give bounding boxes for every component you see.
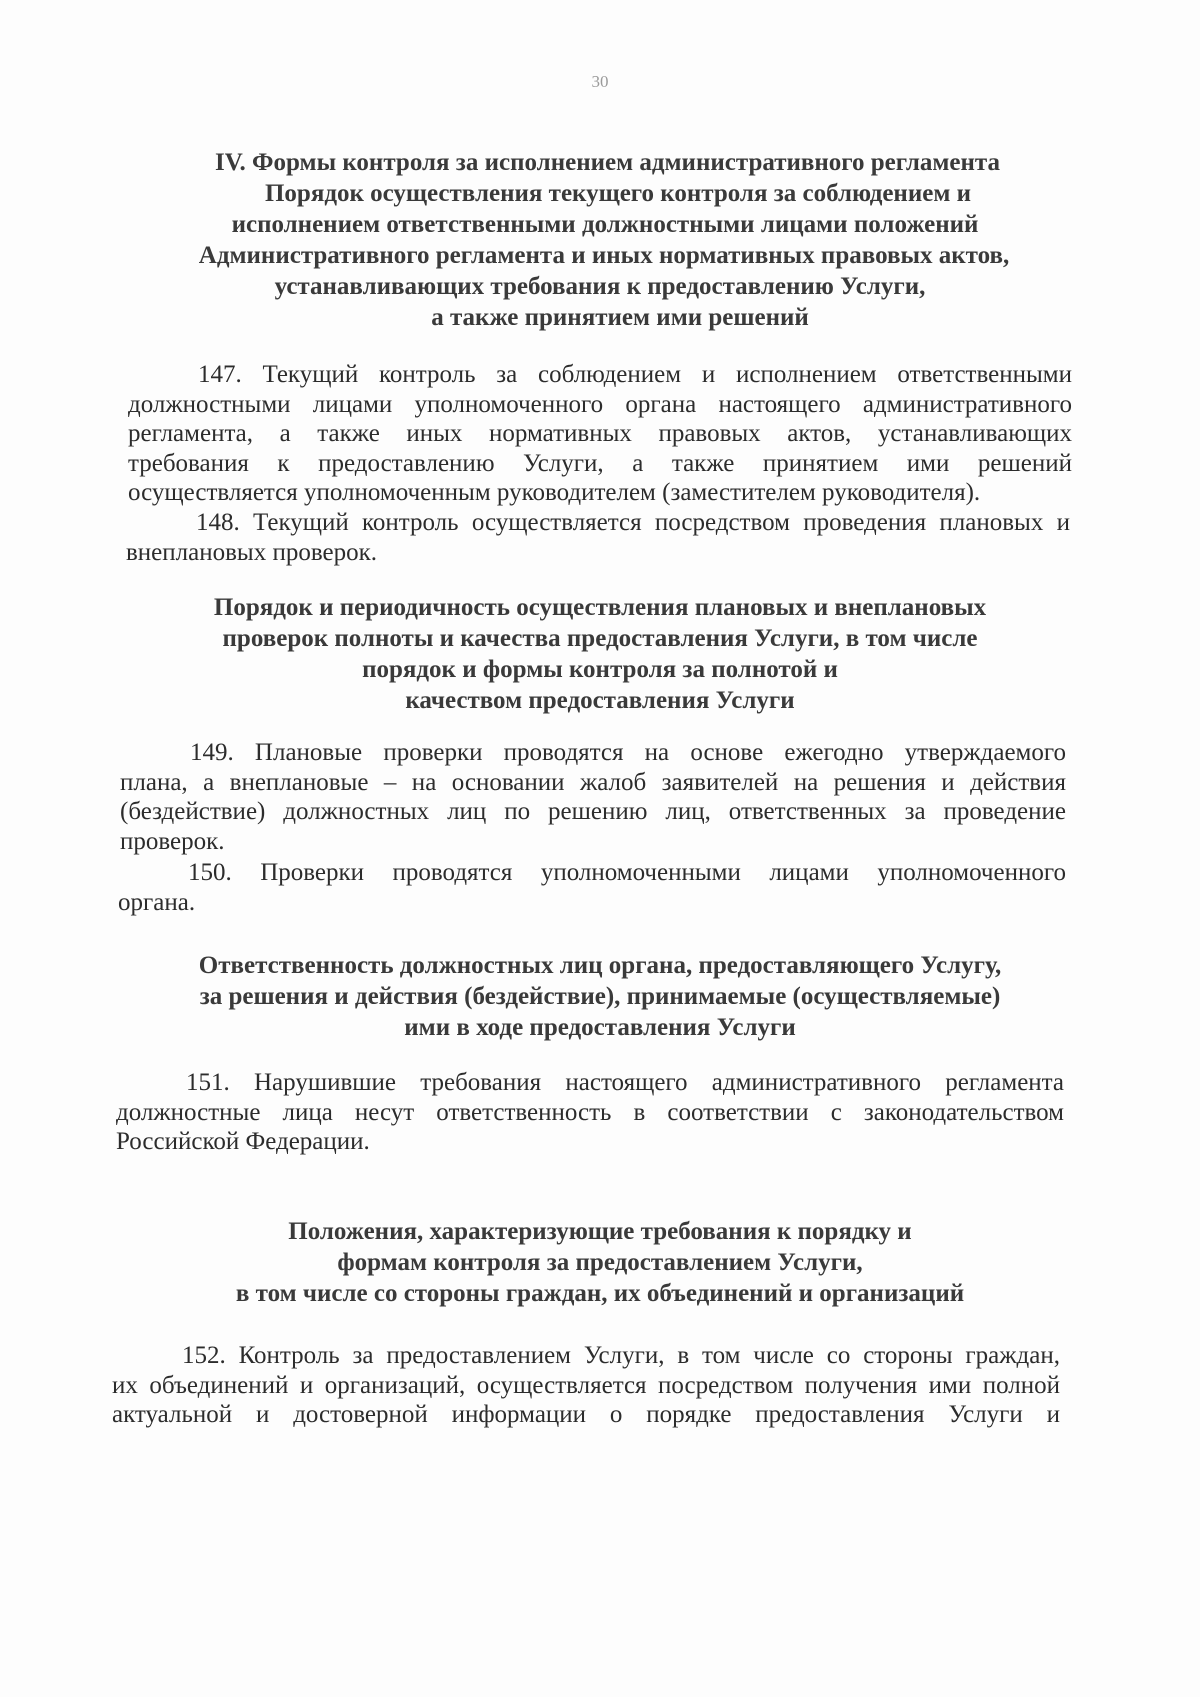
paragraph-150 bbox=[118, 858, 1066, 917]
heading-line: Порядок и периодичность осуществления плановых и внеплановых bbox=[213, 594, 987, 621]
heading-control-provisions bbox=[140, 1216, 1060, 1309]
heading-responsibility bbox=[140, 950, 1060, 1043]
paragraph-line: должностные лица несут ответственность в соответствии с законодательством bbox=[116, 1098, 1064, 1126]
paragraph-line: их объединений и организаций, осуществляется посредством получения ими полной bbox=[112, 1371, 1060, 1399]
paragraph-line: проверок. bbox=[120, 827, 225, 855]
heading-line: Ответственность должностных лиц органа, предоставляющего Услугу, bbox=[198, 952, 1002, 979]
heading-line: исполнением ответственными должностными лицами положений bbox=[231, 211, 979, 238]
heading-line: порядок и формы контроля за полнотой и bbox=[362, 656, 838, 683]
heading-line: за решения и действия (бездействие), принимаемые (осуществляемые) bbox=[199, 983, 1001, 1010]
page-number: 30 bbox=[591, 72, 609, 91]
paragraph-line: 150. Проверки проводятся уполномоченными лицами уполномоченного bbox=[188, 859, 1066, 886]
heading-line: в том числе со стороны граждан, их объединений и организаций bbox=[235, 1280, 965, 1307]
paragraph-line: 152. Контроль за предоставлением Услуги, в том числе со стороны граждан, bbox=[182, 1342, 1060, 1369]
paragraph-line: 149. Плановые проверки проводятся на основе ежегодно утверждаемого bbox=[190, 739, 1066, 766]
paragraph-line: осуществляется уполномоченным руководителем (заместителем руководителя). bbox=[128, 479, 981, 506]
heading-line: IV. Формы контроля за исполнением административного регламента bbox=[215, 149, 1000, 176]
paragraph-line: плана, а внеплановые – на основании жалоб заявителей на решения и действия bbox=[120, 768, 1066, 796]
paragraph-line: 148. Текущий контроль осуществляется посредством проведения плановых и bbox=[196, 509, 1070, 536]
section-iv-heading bbox=[150, 147, 1050, 333]
paragraph-148 bbox=[126, 508, 1070, 567]
heading-line: устанавливающих требования к предоставлению Услуги, bbox=[274, 273, 926, 300]
paragraph-line: 151. Нарушившие требования настоящего административного регламента bbox=[186, 1069, 1064, 1096]
paragraph-line: регламента, а также иных нормативных правовых актов, устанавливающих bbox=[128, 420, 1072, 447]
heading-line: проверок полноты и качества предоставления Услуги, в том числе bbox=[222, 625, 978, 652]
paragraph-149 bbox=[120, 738, 1066, 856]
heading-line: Положения, характеризующие требования к порядку и bbox=[288, 1218, 912, 1245]
paragraph-line: внеплановых проверок. bbox=[126, 538, 377, 566]
paragraph-line: должностными лицами уполномоченного органа настоящего административного bbox=[128, 390, 1072, 418]
paragraph-line: 147. Текущий контроль за соблюдением и исполнением ответственными bbox=[198, 361, 1072, 388]
paragraph-line: актуальной и достоверной информации о порядке предоставления Услуги и bbox=[112, 1401, 1060, 1428]
paragraph-line: требования к предоставлению Услуги, а также принятием ими решений bbox=[128, 449, 1072, 477]
paragraph-151 bbox=[116, 1068, 1064, 1157]
heading-line: качеством предоставления Услуги bbox=[405, 687, 795, 714]
heading-line: ими в ходе предоставления Услуги bbox=[404, 1014, 796, 1041]
paragraph-line: органа. bbox=[118, 888, 196, 916]
heading-inspections bbox=[150, 592, 1050, 716]
heading-line: Порядок осуществления текущего контроля за соблюдением и bbox=[264, 180, 972, 207]
heading-line: Административного регламента и иных нормативных правовых актов, bbox=[198, 242, 1010, 269]
paragraph-line: (бездействие) должностных лиц по решению лиц, ответственных за проведение bbox=[120, 798, 1066, 825]
heading-line: а также принятием ими решений bbox=[431, 304, 809, 331]
paragraph-147 bbox=[128, 360, 1072, 508]
paragraph-152 bbox=[112, 1341, 1060, 1430]
paragraph-line: Российской Федерации. bbox=[116, 1128, 370, 1155]
heading-line: формам контроля за предоставлением Услуги, bbox=[337, 1249, 863, 1276]
